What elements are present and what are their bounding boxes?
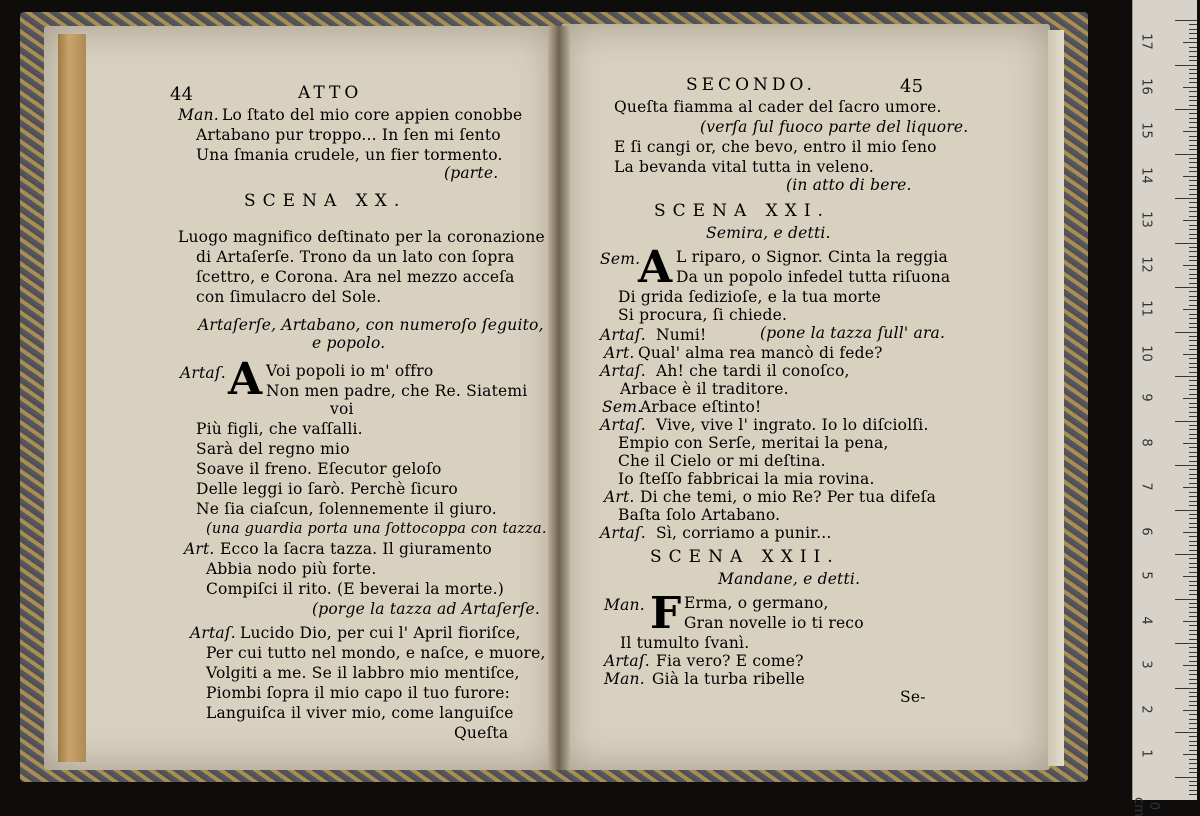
ruler-tick	[1189, 612, 1197, 613]
ruler-tick	[1189, 679, 1197, 680]
page-number-left: 44	[170, 84, 194, 105]
ruler-tick	[1189, 407, 1197, 408]
verse-line: Già la turba ribelle	[652, 670, 805, 688]
ruler-tick	[1189, 438, 1197, 439]
speaker: Art.	[604, 488, 635, 506]
drop-cap: A	[228, 354, 263, 405]
ruler-tick	[1189, 180, 1197, 181]
ruler-tick	[1183, 265, 1197, 266]
verse-line: Che il Cielo or mi deſtina.	[618, 452, 826, 470]
speaker: Sem.	[600, 250, 641, 268]
ruler-tick	[1189, 336, 1197, 337]
ruler-tick	[1189, 327, 1197, 328]
ruler-tick	[1189, 29, 1197, 30]
ruler-tick	[1175, 243, 1197, 244]
ruler-tick	[1189, 581, 1197, 582]
verse-line: Più figli, che vaſſalli.	[196, 420, 363, 438]
catchword: Se-	[900, 688, 926, 706]
verse-line: Arbace è il traditore.	[620, 380, 789, 398]
ruler-tick	[1189, 69, 1197, 70]
running-head-right: SECONDO.	[686, 75, 816, 95]
running-head-left: ATTO	[298, 83, 363, 103]
verse-line: Sarà del regno mio	[196, 440, 350, 458]
ruler-tick	[1189, 127, 1197, 128]
verse-line: Lucido Dio, per cui l' April fioriſce,	[240, 624, 521, 642]
ruler-tick	[1189, 73, 1197, 74]
stage-direction: (in atto di bere.	[786, 176, 912, 194]
ruler-tick	[1189, 78, 1197, 79]
ruler-tick	[1189, 372, 1197, 373]
ruler-tick	[1189, 318, 1197, 319]
ruler-tick	[1189, 291, 1197, 292]
ruler-tick	[1189, 447, 1197, 448]
ruler-tick	[1189, 768, 1197, 769]
speaker: Man.	[604, 670, 645, 688]
verse-line: Il tumulto ſvanì.	[620, 634, 750, 652]
verse-line: La bevanda vital tutta in veleno.	[614, 158, 875, 176]
ruler-tick	[1175, 154, 1197, 155]
ruler-tick	[1175, 421, 1197, 422]
ruler-tick	[1189, 385, 1197, 386]
ruler-tick	[1183, 754, 1197, 755]
ruler-tick	[1189, 567, 1197, 568]
ruler-tick	[1175, 510, 1197, 511]
stage-direction: (una guardia porta una ſottocoppa con tazza.	[206, 521, 547, 537]
ruler-tick	[1189, 323, 1197, 324]
ruler-tick	[1189, 474, 1197, 475]
ruler-tick	[1189, 345, 1197, 346]
verse-line: Numi!	[656, 326, 707, 344]
verse-line: Volgiti a me. Se il labbro mio mentiſce,	[206, 664, 520, 682]
ruler-tick	[1189, 238, 1197, 239]
ruler-number: 2	[1138, 704, 1154, 714]
stage-direction: ſcettro, e Corona. Ara nel mezzo acceſa	[196, 268, 515, 286]
speaker: Artaſ.	[600, 416, 646, 434]
ruler-tick	[1189, 305, 1197, 306]
verse-line: Si procura, ſi chiede.	[618, 306, 788, 324]
character-list: e popolo.	[312, 334, 386, 352]
ruler-number: 14	[1138, 166, 1154, 184]
ruler-tick	[1189, 728, 1197, 729]
speaker: Artaſ.	[600, 362, 646, 380]
ruler-tick	[1189, 469, 1197, 470]
ruler-tick	[1189, 394, 1197, 395]
verse-line: Compiſci il rito. (E beverai la morte.)	[206, 580, 505, 598]
ruler-tick	[1189, 38, 1197, 39]
ruler-tick	[1189, 96, 1197, 97]
verse-line: Una ſmania crudele, un fier tormento.	[196, 146, 503, 164]
ruler-tick	[1175, 777, 1197, 778]
ruler-tick	[1189, 389, 1197, 390]
ruler-tick	[1189, 616, 1197, 617]
ruler-tick	[1189, 349, 1197, 350]
scene-title: SCENA XXII.	[650, 547, 840, 567]
verse-line: Ecco la ſacra tazza. Il giuramento	[220, 540, 492, 558]
ruler-tick	[1189, 363, 1197, 364]
ruler-tick	[1189, 647, 1197, 648]
ruler-tick	[1189, 514, 1197, 515]
ruler-tick	[1189, 91, 1197, 92]
ruler-number: 6	[1138, 526, 1154, 536]
ruler-tick	[1189, 772, 1197, 773]
character-list: Semira, e detti.	[706, 224, 831, 242]
verse-line: Ne ſia ciaſcun, ſolennemente il giuro.	[196, 500, 497, 518]
ruler-tick	[1189, 603, 1197, 604]
ruler-tick	[1175, 554, 1197, 555]
ruler-tick	[1189, 794, 1197, 795]
ruler-tick	[1189, 692, 1197, 693]
ruler-tick	[1189, 24, 1197, 25]
ruler-number: 4	[1138, 615, 1154, 625]
ruler-tick	[1183, 443, 1197, 444]
drop-cap: F	[650, 588, 682, 639]
drop-cap: A	[638, 242, 673, 293]
ruler-tick	[1189, 501, 1197, 502]
book-spine-edge	[58, 34, 86, 762]
ruler-tick	[1189, 296, 1197, 297]
stage-direction: (pone la tazza ſull' ara.	[760, 324, 946, 342]
ruler-tick	[1189, 274, 1197, 275]
ruler-number: 13	[1138, 211, 1154, 228]
verse-line: Soave il freno. Eſecutor geloſo	[196, 460, 442, 478]
ruler-number: 8	[1138, 437, 1154, 447]
ruler-tick	[1189, 158, 1197, 159]
ruler-tick	[1189, 202, 1197, 203]
speaker: Sem.	[602, 398, 643, 416]
ruler-tick	[1189, 340, 1197, 341]
ruler-tick	[1189, 505, 1197, 506]
book-gutter	[548, 26, 570, 770]
ruler-tick	[1189, 367, 1197, 368]
catchword: Queſta	[454, 724, 509, 742]
verse-line: Abbia nodo più forte.	[206, 560, 377, 578]
ruler-tick	[1189, 759, 1197, 760]
verse-line: Artabano pur troppo... In ſen mi ſento	[196, 126, 501, 144]
ruler-tick	[1189, 736, 1197, 737]
ruler-tick	[1189, 661, 1197, 662]
ruler-tick	[1189, 590, 1197, 591]
verse-line: Vive, vive l' ingrato. Io lo diſciolſi.	[656, 416, 929, 434]
ruler-tick	[1189, 745, 1197, 746]
stage-direction: (porge la tazza ad Artaſerſe.	[312, 600, 540, 618]
verse-line: L riparo, o Signor. Cinta la reggia	[676, 248, 948, 266]
ruler-tick	[1189, 162, 1197, 163]
verse-line: Sì, corriamo a punir...	[656, 524, 832, 542]
stage-direction: di Artaſerſe. Trono da un lato con ſopra	[196, 248, 515, 266]
ruler-tick	[1189, 545, 1197, 546]
ruler-tick	[1189, 630, 1197, 631]
stage-direction: (verſa ſul fuoco parte del liquore.	[700, 118, 969, 136]
ruler-tick	[1189, 719, 1197, 720]
ruler-tick	[1189, 47, 1197, 48]
speaker: Artaſ.	[180, 364, 226, 382]
ruler-tick	[1189, 412, 1197, 413]
verse-line: Languiſca il viver mio, come languiſce	[206, 704, 514, 722]
verse-line: Baſta ſolo Artabano.	[618, 506, 781, 524]
page-number-right: 45	[900, 76, 924, 97]
ruler-tick	[1189, 523, 1197, 524]
verse-line: voi	[330, 400, 354, 418]
ruler-tick	[1189, 60, 1197, 61]
ruler-tick	[1189, 300, 1197, 301]
ruler-tick	[1189, 380, 1197, 381]
ruler-tick	[1189, 594, 1197, 595]
speaker: Man.	[178, 106, 219, 124]
ruler-tick	[1183, 220, 1197, 221]
ruler-tick	[1189, 429, 1197, 430]
ruler-tick	[1189, 670, 1197, 671]
ruler-tick	[1175, 332, 1197, 333]
ruler-tick	[1183, 309, 1197, 310]
ruler-tick	[1175, 65, 1197, 66]
ruler-tick	[1189, 625, 1197, 626]
ruler-number: 15	[1138, 122, 1154, 139]
verse-line: Arbace eſtinto!	[640, 398, 762, 416]
ruler-tick	[1189, 701, 1197, 702]
ruler-tick	[1175, 198, 1197, 199]
ruler-tick	[1189, 656, 1197, 657]
ruler-tick	[1189, 452, 1197, 453]
speaker: Man.	[604, 596, 645, 614]
verse-line: Delle leggi io ſarò. Perchè ſicuro	[196, 480, 458, 498]
ruler-tick	[1189, 634, 1197, 635]
speaker: Artaſ.	[600, 524, 646, 542]
ruler-tick	[1175, 643, 1197, 644]
ruler-number: 12	[1138, 255, 1154, 273]
ruler-tick	[1189, 572, 1197, 573]
ruler-tick	[1175, 20, 1197, 21]
speaker: Artaſ.	[190, 624, 236, 642]
ruler-tick	[1183, 532, 1197, 533]
ruler-tick	[1189, 105, 1197, 106]
verse-line: Io ſteſſo fabbricai la mia rovina.	[618, 470, 875, 488]
character-list: Mandane, e detti.	[718, 570, 861, 588]
ruler-tick	[1189, 225, 1197, 226]
ruler-tick	[1175, 599, 1197, 600]
ruler-tick	[1189, 785, 1197, 786]
ruler-tick	[1189, 461, 1197, 462]
ruler-tick	[1189, 256, 1197, 257]
ruler-tick	[1189, 550, 1197, 551]
ruler-tick	[1189, 456, 1197, 457]
ruler-tick	[1189, 478, 1197, 479]
ruler-tick	[1189, 229, 1197, 230]
ruler-tick	[1189, 358, 1197, 359]
ruler-tick	[1189, 189, 1197, 190]
ruler-tick	[1189, 683, 1197, 684]
ruler-tick	[1189, 763, 1197, 764]
stage-direction: (parte.	[444, 164, 499, 182]
ruler-tick	[1183, 576, 1197, 577]
ruler-tick	[1189, 483, 1197, 484]
verse-line: Empio con Serſe, meritai la pena,	[618, 434, 889, 452]
verse-line: Di grida ſedizioſe, e la tua morte	[618, 288, 881, 306]
ruler-tick	[1189, 278, 1197, 279]
ruler-tick	[1189, 492, 1197, 493]
ruler-number: 17	[1138, 33, 1154, 50]
verse-line: Erma, o germano,	[684, 594, 829, 612]
ruler-tick	[1189, 51, 1197, 52]
verse-line: Queſta fiamma al cader del ſacro umore.	[614, 98, 942, 116]
ruler-tick	[1189, 251, 1197, 252]
ruler-tick	[1189, 314, 1197, 315]
character-list: Artaſerſe, Artabano, con numeroſo ſeguito,	[198, 316, 544, 334]
ruler-tick	[1189, 496, 1197, 497]
ruler-tick	[1189, 211, 1197, 212]
ruler-tick	[1189, 260, 1197, 261]
ruler-tick	[1189, 140, 1197, 141]
verse-line: Gran novelle io ti reco	[684, 614, 864, 632]
ruler-tick	[1189, 518, 1197, 519]
ruler-tick	[1183, 621, 1197, 622]
speaker: Art.	[604, 344, 635, 362]
ruler-tick	[1189, 536, 1197, 537]
ruler-tick	[1175, 109, 1197, 110]
ruler-tick	[1189, 216, 1197, 217]
ruler-tick	[1189, 750, 1197, 751]
ruler-tick	[1183, 710, 1197, 711]
verse-line: Voi popoli io m' offro	[266, 362, 434, 380]
speaker: Artaſ.	[604, 652, 650, 670]
ruler-tick	[1189, 607, 1197, 608]
ruler-tick	[1189, 171, 1197, 172]
ruler-number: 0 cm	[1131, 796, 1161, 816]
verse-line: E ſi cangi or, che bevo, entro il mio ſeno	[614, 138, 937, 156]
ruler-tick	[1189, 558, 1197, 559]
ruler-number: 1	[1138, 749, 1154, 758]
ruler-tick	[1189, 723, 1197, 724]
ruler-tick	[1189, 283, 1197, 284]
measuring-ruler	[1131, 0, 1197, 816]
ruler-tick	[1175, 287, 1197, 288]
ruler-tick	[1189, 585, 1197, 586]
ruler-tick	[1189, 434, 1197, 435]
ruler-tick	[1189, 113, 1197, 114]
ruler-tick	[1175, 376, 1197, 377]
verse-line: Lo ſtato del mio core appien conobbe	[222, 106, 523, 124]
ruler-tick	[1189, 425, 1197, 426]
ruler-tick	[1189, 674, 1197, 675]
ruler-tick	[1189, 563, 1197, 564]
ruler-tick	[1189, 705, 1197, 706]
ruler-tick	[1189, 741, 1197, 742]
ruler-number: 9	[1138, 393, 1154, 402]
ruler-tick	[1183, 87, 1197, 88]
scene-title: SCENA XX.	[244, 191, 407, 211]
ruler-tick	[1189, 118, 1197, 119]
ruler-tick	[1189, 790, 1197, 791]
ruler-tick	[1189, 82, 1197, 83]
ruler-tick	[1189, 781, 1197, 782]
verse-line: Per cui tutto nel mondo, e naſce, e muore,	[206, 644, 546, 662]
ruler-tick	[1189, 167, 1197, 168]
ruler-tick	[1183, 131, 1197, 132]
verse-line: Piombi ſopra il mio capo il tuo furore:	[206, 684, 511, 702]
ruler-tick	[1183, 176, 1197, 177]
ruler-tick	[1183, 354, 1197, 355]
verse-line: Ah! che tardi il conoſco,	[656, 362, 850, 380]
ruler-tick	[1189, 234, 1197, 235]
page-block-edge	[1048, 30, 1064, 766]
ruler-tick	[1189, 652, 1197, 653]
ruler-tick	[1189, 207, 1197, 208]
ruler-tick	[1183, 487, 1197, 488]
ruler-tick	[1189, 639, 1197, 640]
ruler-tick	[1183, 665, 1197, 666]
verse-line: Non men padre, che Re. Siatemi	[266, 382, 528, 400]
ruler-tick	[1189, 33, 1197, 34]
ruler-tick	[1189, 136, 1197, 137]
ruler-number: 3	[1138, 660, 1154, 669]
ruler-tick	[1189, 247, 1197, 248]
ruler-tick	[1189, 416, 1197, 417]
ruler-number: 11	[1138, 300, 1154, 317]
verse-line: Di che temi, o mio Re? Per tua difeſa	[640, 488, 937, 506]
ruler-tick	[1189, 541, 1197, 542]
verse-line: Fia vero? E come?	[656, 652, 804, 670]
ruler-tick	[1189, 714, 1197, 715]
stage-direction: con ſimulacro del Sole.	[196, 288, 382, 306]
ruler-number: 10	[1138, 344, 1154, 362]
speaker: Art.	[184, 540, 215, 558]
ruler-tick	[1189, 149, 1197, 150]
ruler-number: 7	[1138, 482, 1154, 491]
ruler-tick	[1189, 194, 1197, 195]
ruler-tick	[1189, 185, 1197, 186]
ruler-tick	[1189, 269, 1197, 270]
stage-direction: Luogo magnifico deſtinato per la coronazione	[178, 228, 545, 246]
ruler-tick	[1189, 100, 1197, 101]
ruler-tick	[1189, 696, 1197, 697]
ruler-tick	[1189, 403, 1197, 404]
ruler-tick	[1175, 732, 1197, 733]
ruler-tick	[1183, 42, 1197, 43]
scene-title: SCENA XXI.	[654, 201, 830, 221]
ruler-tick	[1189, 56, 1197, 57]
ruler-tick	[1189, 122, 1197, 123]
ruler-tick	[1183, 398, 1197, 399]
ruler-tick	[1175, 688, 1197, 689]
verse-line: Qual' alma rea mancò di fede?	[638, 344, 883, 362]
ruler-tick	[1189, 527, 1197, 528]
speaker: Artaſ.	[600, 326, 646, 344]
ruler-number: 5	[1138, 571, 1154, 580]
ruler-tick	[1189, 145, 1197, 146]
ruler-number: 16	[1138, 77, 1154, 95]
verse-line: Da un popolo infedel tutta riſuona	[676, 268, 951, 286]
ruler-tick	[1175, 465, 1197, 466]
